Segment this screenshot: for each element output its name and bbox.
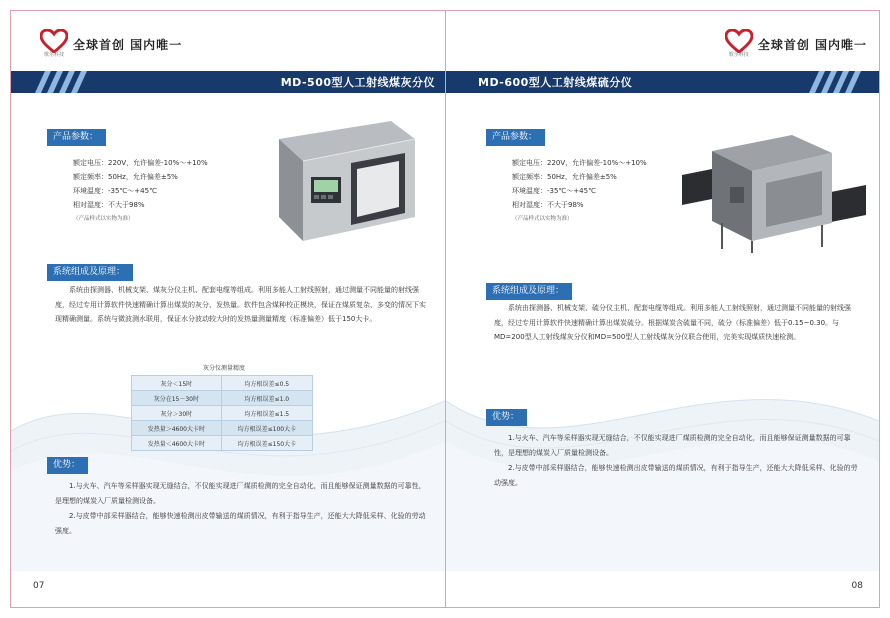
company-logo [39, 29, 182, 59]
heart-logo-icon [39, 29, 69, 59]
table-cell: 发热量＜4600大卡时 [132, 436, 222, 451]
table-row [132, 391, 313, 406]
spec-humidity: 相对湿度：不大于98% [73, 201, 145, 209]
table-cell: 均方根误差≤1.0 [221, 391, 312, 406]
product-title: MD-500型人工射线煤灰分仪 [280, 76, 435, 89]
table-cell: 灰分＞30时 [132, 406, 222, 421]
system-label: 系统组成及原理： [47, 264, 133, 281]
logo-subtext: 歌尔科技 [43, 52, 64, 58]
table-row [132, 421, 313, 436]
left-page [11, 11, 445, 607]
advantage-label: 优势： [47, 457, 88, 474]
advantage-item: 2.与皮带中部采样器结合，能够快速检测出皮带输送的煤质情况，有利于指导生产，还能大大降低采样、化验的劳动强度。 [55, 512, 426, 535]
system-text: 系统由探测器、机械支架、煤灰分仪主机、配套电缆等组成。利用多能人工射线照射，通过测量不同能量的射线强度，经过专用计算软件快速精确计算出煤炭的灰分、发热量。软件包含煤种校正模块，保证在煤质复杂、多变的情况下实现精确测量。系统与微波测水联用，保证水分波动较大时的发热量测量精度（标准偏差）低于150大卡。 [55, 286, 426, 323]
spec-temperature: 环境温度：-35℃～+45℃ [512, 187, 596, 195]
table-cell: 灰分在15－30时 [132, 391, 222, 406]
brochure-spread [10, 10, 880, 608]
spec-frequency: 额定频率：50Hz，允许偏差±5% [512, 173, 617, 181]
company-logo [724, 29, 867, 59]
right-page [446, 11, 879, 607]
table-cell: 均方根误差≤150大卡 [221, 436, 312, 451]
params-label: 产品参数： [486, 129, 545, 146]
system-description [494, 301, 864, 345]
advantage-list [494, 431, 864, 491]
title-band [11, 71, 445, 93]
table-cell: 均方根误差≤1.5 [221, 406, 312, 421]
title-band [446, 71, 879, 93]
spec-voltage: 额定电压：220V，允许偏差-10%～+10% [73, 159, 208, 167]
table-caption: 灰分仪测量精度 [203, 365, 246, 372]
stripes-decoration [799, 71, 869, 93]
system-label: 系统组成及原理： [486, 283, 572, 300]
table-row [132, 406, 313, 421]
advantage-list [55, 479, 427, 539]
page-number: 08 [851, 581, 863, 591]
slogan: 全球首创 国内唯一 [757, 37, 867, 52]
params-label: 产品参数： [47, 129, 106, 146]
advantage-item: 1.与火车、汽车等采样器实现无缝结合，不仅能实现进厂煤质检测的完全自动化，而且能够保证测量数据的可靠性，是理想的煤炭入厂质量检测设备。 [494, 434, 851, 457]
table-cell: 灰分＜15时 [132, 376, 222, 391]
spec-humidity: 相对湿度：不大于98% [512, 201, 584, 209]
table-cell: 发热量＞4600大卡时 [132, 421, 222, 436]
product-title: MD-600型人工射线煤硫分仪 [478, 76, 633, 89]
table-cell: 均方根误差≤100大卡 [221, 421, 312, 436]
system-description [55, 283, 427, 327]
advantage-item: 2.与皮带中部采样器结合，能够快速检测出皮带输送的煤质情况，有利于指导生产，还能大大降低采样、化验的劳动强度。 [494, 464, 858, 487]
system-text: 系统由探测器、机械支架、硫分仪主机、配套电缆等组成。利用多能人工射线照射，通过测量不同能量的射线强度，经过专用计算软件快速精确计算出煤炭硫分。根据煤炭含硫量不同，硫分（标准偏差）低于0.15~0.30。与MD=200型人工射线煤灰分仪和MD=500型人工射线煤灰分仪联合使用，完美实现煤质快速检测。 [494, 304, 851, 341]
sulfur-analyzer-machine-image [682, 131, 866, 255]
stripes-decoration [25, 71, 95, 93]
ash-analyzer-machine-image [255, 117, 423, 247]
spec-voltage: 额定电压：220V，允许偏差-10%～+10% [512, 159, 647, 167]
page-number: 07 [33, 581, 45, 591]
accuracy-table [131, 375, 313, 451]
heart-logo-icon [724, 29, 754, 59]
spec-note: （产品样式以实物为准） [73, 216, 134, 222]
spec-temperature: 环境温度：-35℃～+45℃ [73, 187, 157, 195]
spec-note: （产品样式以实物为准） [512, 216, 573, 222]
spec-list [73, 156, 208, 226]
slogan: 全球首创 国内唯一 [73, 37, 183, 52]
table-row [132, 436, 313, 451]
advantage-item: 1.与火车、汽车等采样器实现无缝结合，不仅能实现进厂煤质检测的完全自动化，而且能够保证测量数据的可靠性，是理想的煤炭入厂质量检测设备。 [55, 482, 426, 505]
table-row [132, 376, 313, 391]
table-cell: 均方根误差≤0.5 [221, 376, 312, 391]
spec-list [512, 156, 647, 226]
logo-subtext: 歌尔科技 [728, 52, 749, 58]
spec-frequency: 额定频率：50Hz，允许偏差±5% [73, 173, 178, 181]
advantage-label: 优势： [486, 409, 527, 426]
